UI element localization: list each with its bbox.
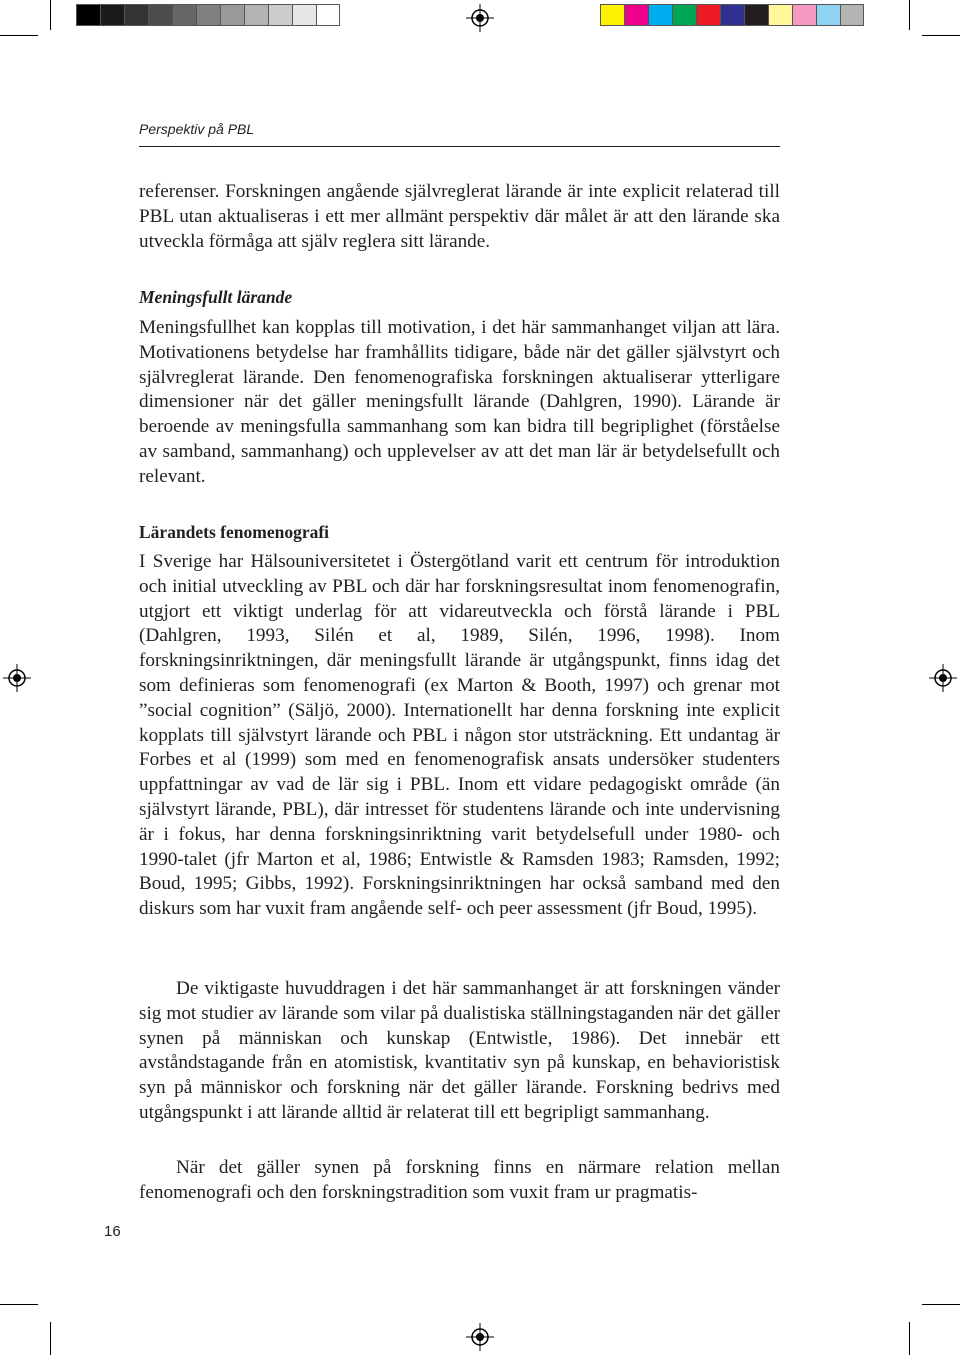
section-heading-fenomenografi: Lärandets fenomenografi xyxy=(139,522,330,542)
crop-mark xyxy=(0,1304,38,1305)
color-swatch xyxy=(696,4,720,26)
page-number: 16 xyxy=(104,1223,121,1240)
color-swatch xyxy=(840,4,864,26)
color-swatch xyxy=(268,4,292,26)
crop-mark xyxy=(50,1322,51,1355)
registration-mark-icon xyxy=(3,664,31,692)
color-swatch xyxy=(720,4,744,26)
color-swatch xyxy=(148,4,172,26)
color-swatch xyxy=(220,4,244,26)
process-color-bar xyxy=(600,4,864,26)
section-paragraph: I Sverige har Hälsouniversitetet i Östergötland varit ett centrum för introduktion och initial utveckling av PBL och där har forskningsresultat inom fenomenografin, utgjort ett viktigt underlag för att vidareutveckla och förstå lärande i PBL (Dahlgren, 1993, Silén et al, 1989, Silén, 1996, 1998). Inom forskningsinriktningen, där meningsfullt lärande är utgångspunkt, finns idag det som definieras som fenomenografi (ex Marton & Booth, 1997) och grenar mot ”social cognition” (Säljö, 2000). Internationellt har denna forskning inte explicit kopplats till självstyrt lärande och PBL i någon stor utsträckning. Ett undantag är Forbes et al (1999) som med en fenomenografisk ansats undersöker studenters uppfattningar av vad de lär sig i PBL. Inom ett vidare pedagogiskt område (än självstyrt lärande, PBL), där intresset för studentens lärande och inte undervisning är i fokus, har denna forskningsinriktning varit betydelsefull under 1980- och 1990-talet (jfr Marton et al, 1986; Entwistle & Ramsden 1983; Ramsden, 1992; Boud, 1995; Gibbs, 1992). Forskningsinriktningen har också samband med den diskurs som har vuxit fram angående self- och peer assessment (jfr Boud, 1995). xyxy=(139,551,780,920)
crop-mark xyxy=(922,1304,960,1305)
crop-mark xyxy=(0,35,38,36)
crop-mark xyxy=(50,0,51,30)
section-paragraph: Meningsfullhet kan kopplas till motivation, i det här sammanhanget viljan att lära. Motivationens betydelse har framhållits tidigare, både när det gäller självstyrt och självreglerat lärande. Den fenomenografiska forskningen aktualiserar ytterligare dimensioner när det gäller meningsfullt lärande (Dahlgren, 1990). Lärande är beroende av meningsfulla sammanhang som kan bidra till begriplighet (förståelse av samband, sammanhang) och upplevelser av att det man lär är betydelsefullt och relevant. xyxy=(139,317,780,487)
crop-mark xyxy=(922,35,960,36)
grayscale-color-bar xyxy=(76,4,340,26)
crop-mark xyxy=(909,0,910,30)
color-swatch xyxy=(316,4,340,26)
color-swatch xyxy=(100,4,124,26)
color-swatch xyxy=(292,4,316,26)
color-swatch xyxy=(624,4,648,26)
color-swatch xyxy=(196,4,220,26)
color-swatch xyxy=(600,4,624,26)
section-paragraph: När det gäller synen på forskning finns en närmare relation mellan fenomenografi och den forskningstradition som vuxit fram ur pragmatis- xyxy=(139,1157,780,1203)
color-swatch xyxy=(792,4,816,26)
color-swatch xyxy=(172,4,196,26)
intro-paragraph: referenser. Forskningen angående självreglerat lärande är inte explicit relaterad till PBL utan aktualiseras i ett mer allmänt perspektiv där målet är att den lärande ska utveckla förmåga att själv reglera sitt lärande. xyxy=(139,181,780,252)
color-swatch xyxy=(744,4,768,26)
color-swatch xyxy=(816,4,840,26)
registration-mark-icon xyxy=(466,4,494,32)
color-swatch xyxy=(648,4,672,26)
section-paragraph: De viktigaste huvuddragen i det här sammanhanget är att forskningen vänder sig mot studier av lärande som vilar på dualistiska ställningstaganden när det gäller synen på människan och kunskap (Entwistle, 1986). Det innebär ett avståndstagande från en atomistisk, kvantitativ syn på kunskap, en behavioristisk syn på människor och forskning när det gäller lärande. Forskning bedrivs med utgångspunkt i att lärande alltid är relaterat till ett begripligt sammanhang. xyxy=(139,978,780,1123)
color-swatch xyxy=(672,4,696,26)
color-swatch xyxy=(768,4,792,26)
registration-mark-icon xyxy=(929,664,957,692)
running-head: Perspektiv på PBL xyxy=(139,121,255,137)
header-rule xyxy=(139,146,780,147)
color-swatch xyxy=(244,4,268,26)
color-swatch xyxy=(124,4,148,26)
crop-mark xyxy=(909,1322,910,1355)
color-swatch xyxy=(76,4,100,26)
registration-mark-icon xyxy=(466,1323,494,1351)
section-heading-meningsfullt: Meningsfullt lärande xyxy=(139,287,293,307)
